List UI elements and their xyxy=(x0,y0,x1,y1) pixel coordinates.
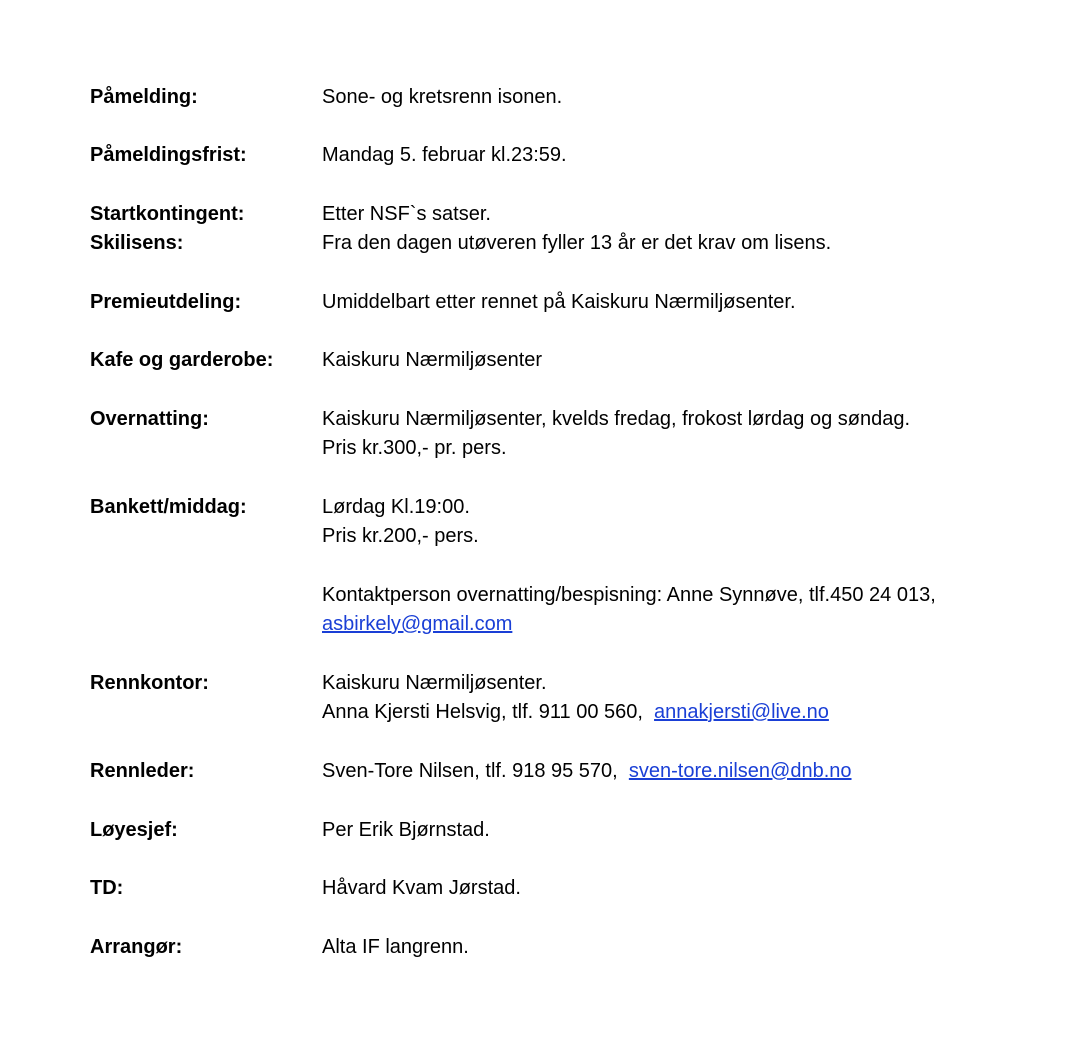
label-pamelding: Påmelding: xyxy=(90,86,198,108)
value-pamelding: Sone- og kretsrenn isonen. xyxy=(322,86,563,108)
rennleder-contact-text: Sven-Tore Nilsen, tlf. 918 95 570, xyxy=(322,760,618,782)
label-td: TD: xyxy=(90,877,124,899)
bankett-line-2: Pris kr.200,- pers. xyxy=(322,525,479,547)
value-kontaktperson xyxy=(322,581,1042,639)
label-rennleder: Rennleder: xyxy=(90,760,195,782)
value-skilisens: Fra den dagen utøveren fyller 13 år er det krav om lisens. xyxy=(322,232,832,254)
value-kafe: Kaiskuru Nærmiljøsenter xyxy=(322,349,543,371)
value-startkontingent: Etter NSF`s satser. xyxy=(322,203,491,225)
value-rennkontor xyxy=(322,669,1042,727)
label-kafe: Kafe og garderobe: xyxy=(90,349,274,371)
rennleder-email-link[interactable]: sven-tore.nilsen@dnb.no xyxy=(628,760,852,782)
value-premieutdeling: Umiddelbart etter rennet på Kaiskuru Nærmiljøsenter. xyxy=(322,291,796,313)
value-loyesjef: Per Erik Bjørnstad. xyxy=(322,819,490,841)
label-bankett: Bankett/middag: xyxy=(90,496,247,518)
label-loyesjef: Løyesjef: xyxy=(90,819,178,841)
label-overnatting: Overnatting: xyxy=(90,408,209,430)
rennkontor-line-1: Kaiskuru Nærmiljøsenter. xyxy=(322,672,547,694)
label-pameldingsfrist: Påmeldingsfrist: xyxy=(90,144,247,166)
bankett-line-1: Lørdag Kl.19:00. xyxy=(322,496,470,518)
value-rennleder xyxy=(322,757,1042,786)
kontaktperson-line: Kontaktperson overnatting/bespisning: Anne Synnøve, tlf.450 24 013, xyxy=(322,584,936,606)
rennkontor-contact-text: Anna Kjersti Helsvig, tlf. 911 00 560, xyxy=(322,701,643,723)
value-overnatting xyxy=(322,405,1042,463)
label-arrangor: Arrangør: xyxy=(90,936,183,958)
label-skilisens: Skilisens: xyxy=(90,232,184,254)
overnatting-line-1: Kaiskuru Nærmiljøsenter, kvelds fredag, frokost lørdag og søndag. xyxy=(322,408,911,430)
value-arrangor: Alta IF langrenn. xyxy=(322,936,469,958)
rennkontor-line-2 xyxy=(322,698,1042,727)
kontakt-email-link[interactable]: asbirkely@gmail.com xyxy=(322,613,513,635)
label-rennkontor: Rennkontor: xyxy=(90,672,209,694)
kontaktperson-email-line xyxy=(322,610,1042,639)
label-startkontingent: Startkontingent: xyxy=(90,203,245,225)
value-bankett xyxy=(322,493,1042,551)
rennkontor-email-link[interactable]: annakjersti@live.no xyxy=(654,701,829,723)
value-td: Håvard Kvam Jørstad. xyxy=(322,877,521,899)
label-premieutdeling: Premieutdeling: xyxy=(90,291,242,313)
value-pameldingsfrist: Mandag 5. februar kl.23:59. xyxy=(322,144,567,166)
overnatting-line-2: Pris kr.300,- pr. pers. xyxy=(322,437,507,459)
